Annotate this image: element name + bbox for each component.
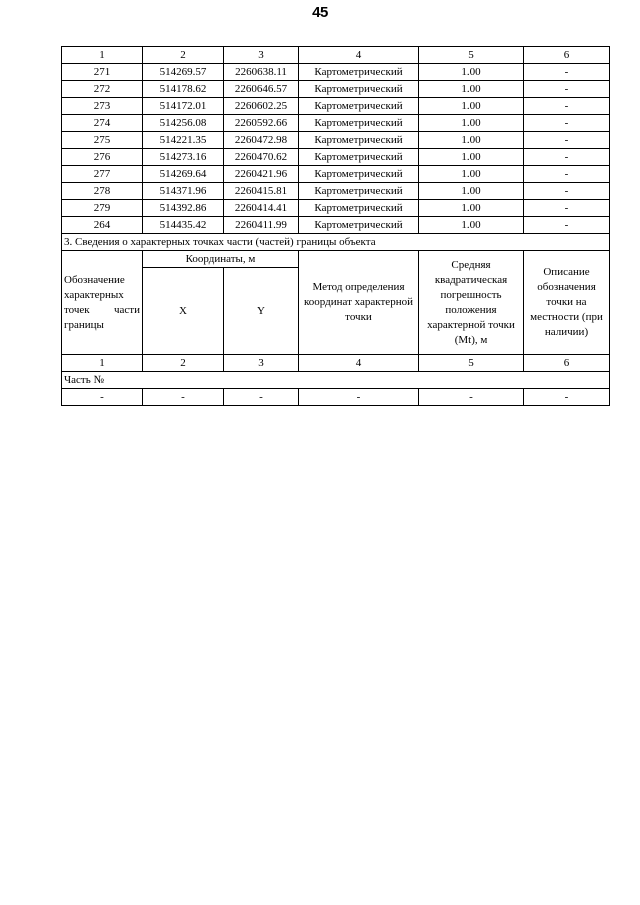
column-number: 2: [143, 47, 224, 64]
header-designation: Обозначение характерных точек части границы: [62, 251, 143, 355]
table-cell: -: [524, 183, 610, 200]
coordinates-table-body: [62, 47, 610, 406]
table-cell: -: [524, 115, 610, 132]
part-label: Часть №: [62, 372, 610, 389]
table-cell: 273: [62, 98, 143, 115]
table-cell: 1.00: [419, 149, 524, 166]
table-row: [62, 217, 610, 234]
table-cell: -: [524, 98, 610, 115]
table-cell: 514392.86: [143, 200, 224, 217]
table-cell: 514269.64: [143, 166, 224, 183]
part-label-row: [62, 372, 610, 389]
header-error: Средняя квадратическая погрешность положения характерной точки (Mt), м: [419, 251, 524, 355]
table-row: [62, 115, 610, 132]
table-cell: -: [524, 389, 610, 406]
table-cell: 2260470.62: [224, 149, 299, 166]
header-x: X: [143, 268, 224, 355]
table-cell: 1.00: [419, 183, 524, 200]
table-cell: 514178.62: [143, 81, 224, 98]
part-row: [62, 389, 610, 406]
table-cell: -: [524, 64, 610, 81]
table-row: [62, 166, 610, 183]
column-number: 6: [524, 47, 610, 64]
column-number: 3: [224, 47, 299, 64]
table-cell: 514273.16: [143, 149, 224, 166]
table-cell: Картометрический: [299, 217, 419, 234]
table-cell: 2260415.81: [224, 183, 299, 200]
column-number: 1: [62, 355, 143, 372]
table-cell: 274: [62, 115, 143, 132]
table-cell: -: [299, 389, 419, 406]
column-number: 4: [299, 355, 419, 372]
table-cell: 279: [62, 200, 143, 217]
table-cell: 2260592.66: [224, 115, 299, 132]
table-cell: -: [524, 200, 610, 217]
table-cell: 2260421.96: [224, 166, 299, 183]
column-number: 3: [224, 355, 299, 372]
table-cell: 276: [62, 149, 143, 166]
table-cell: Картометрический: [299, 81, 419, 98]
table-cell: 2260411.99: [224, 217, 299, 234]
table-cell: -: [524, 132, 610, 149]
table-cell: Картометрический: [299, 200, 419, 217]
table-row: [62, 149, 610, 166]
table-row: [62, 200, 610, 217]
column-number: 5: [419, 355, 524, 372]
column-number: 4: [299, 47, 419, 64]
page-number: 45: [312, 4, 328, 21]
table-cell: Картометрический: [299, 132, 419, 149]
table-cell: -: [143, 389, 224, 406]
table-cell: 277: [62, 166, 143, 183]
table-cell: 1.00: [419, 217, 524, 234]
table-cell: 275: [62, 132, 143, 149]
column-number: 5: [419, 47, 524, 64]
column-number: 6: [524, 355, 610, 372]
table-cell: -: [524, 149, 610, 166]
table-cell: Картометрический: [299, 183, 419, 200]
table-cell: -: [524, 217, 610, 234]
coordinates-table: [61, 46, 610, 406]
table-cell: Картометрический: [299, 166, 419, 183]
table-cell: 1.00: [419, 115, 524, 132]
table-cell: 2260638.11: [224, 64, 299, 81]
table-cell: 271: [62, 64, 143, 81]
table-cell: 514172.01: [143, 98, 224, 115]
table-row: [62, 98, 610, 115]
table-cell: Картометрический: [299, 149, 419, 166]
section-title-row: [62, 234, 610, 251]
table-cell: 2260472.98: [224, 132, 299, 149]
header-method: Метод определения координат характерной точки: [299, 251, 419, 355]
table-cell: 1.00: [419, 132, 524, 149]
table-cell: 1.00: [419, 98, 524, 115]
table-cell: -: [524, 81, 610, 98]
table-cell: 1.00: [419, 166, 524, 183]
table-cell: 264: [62, 217, 143, 234]
table-cell: -: [62, 389, 143, 406]
table-cell: 2260414.41: [224, 200, 299, 217]
header-row-top: [62, 251, 610, 268]
table-cell: 278: [62, 183, 143, 200]
column-number: 2: [143, 355, 224, 372]
header-y: Y: [224, 268, 299, 355]
header-coordinates: Координаты, м: [143, 251, 299, 268]
table-cell: 1.00: [419, 64, 524, 81]
section-title: 3. Сведения о характерных точках части (частей) границы объекта: [62, 234, 610, 251]
table-cell: -: [224, 389, 299, 406]
table-row: [62, 81, 610, 98]
table-cell: 514371.96: [143, 183, 224, 200]
table-row: [62, 132, 610, 149]
table-cell: -: [419, 389, 524, 406]
table-cell: 514256.08: [143, 115, 224, 132]
table-cell: 1.00: [419, 200, 524, 217]
table-cell: Картометрический: [299, 64, 419, 81]
table-cell: 272: [62, 81, 143, 98]
table-cell: Картометрический: [299, 115, 419, 132]
table-cell: 1.00: [419, 81, 524, 98]
table-cell: 514435.42: [143, 217, 224, 234]
table-cell: 2260602.25: [224, 98, 299, 115]
column-number-row: [62, 47, 610, 64]
header-description: Описание обозначения точки на местности (при наличии): [524, 251, 610, 355]
table-cell: Картометрический: [299, 98, 419, 115]
table-row: [62, 183, 610, 200]
table-cell: 2260646.57: [224, 81, 299, 98]
section3-column-number-row: [62, 355, 610, 372]
table-row: [62, 64, 610, 81]
table-cell: -: [524, 166, 610, 183]
table-cell: 514221.35: [143, 132, 224, 149]
column-number: 1: [62, 47, 143, 64]
table-cell: 514269.57: [143, 64, 224, 81]
